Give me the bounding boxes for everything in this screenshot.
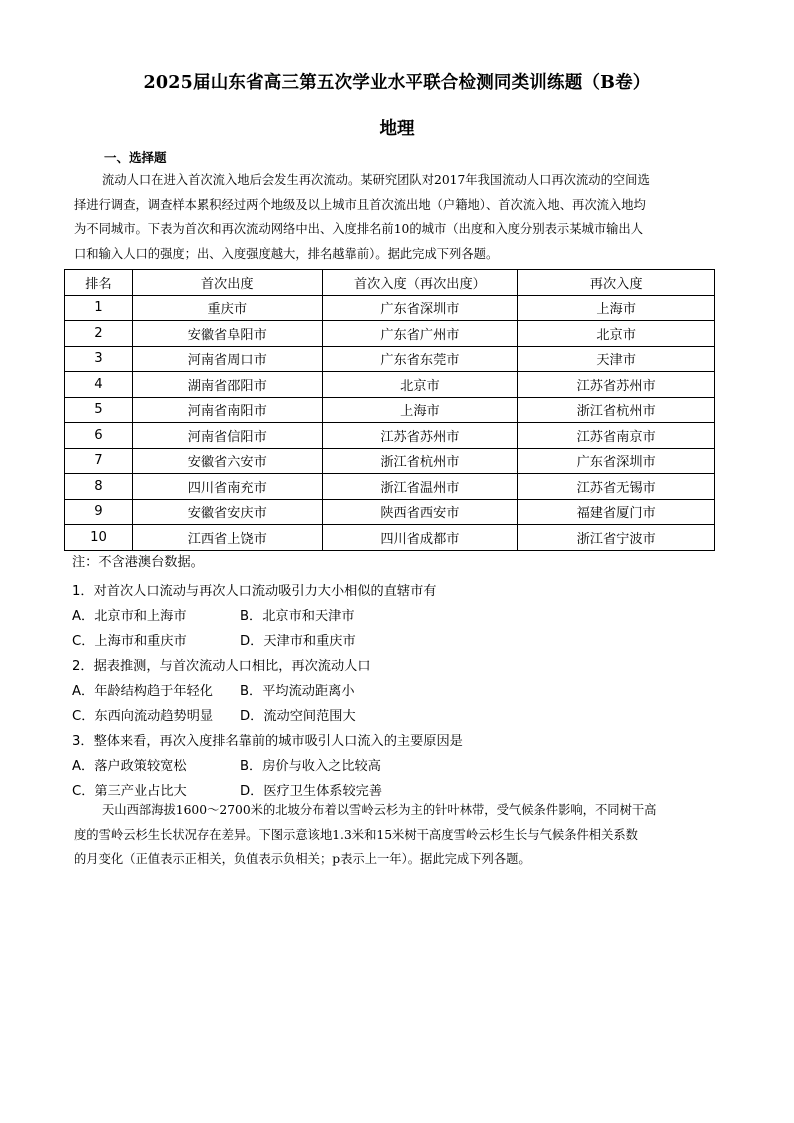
cell-first-out: 安徽省六安市: [132, 448, 322, 474]
cell-second-in: 浙江省宁波市: [518, 525, 715, 551]
question-2-options-row-1: [72, 680, 355, 699]
option-d[interactable]: D．天津市和重庆市: [240, 634, 356, 649]
cell-first-out: 安徽省安庆市: [132, 499, 322, 525]
cell-rank: 9: [65, 499, 133, 525]
passage-line: 度的雪岭云杉生长状况存在差异。下图示意该地1.3米和15米树干高度雪岭云杉生长与气候条件相关系数: [74, 827, 638, 842]
table-header-row: [65, 270, 715, 296]
cell-first-in: 陕西省西安市: [322, 499, 518, 525]
cell-second-in: 浙江省杭州市: [518, 397, 715, 423]
table-note: 注：不含港澳台数据。: [72, 555, 204, 570]
option-b[interactable]: B．北京市和天津市: [240, 609, 355, 624]
table-row: [65, 423, 715, 449]
cell-rank: 5: [65, 397, 133, 423]
header-first-in: 首次入度（再次出度）: [322, 270, 518, 296]
cell-first-in: 浙江省杭州市: [322, 448, 518, 474]
passage-line: 为不同城市。下表为首次和再次流动网络中出、入度排名前10的城市（出度和入度分别表示某城市输出人: [74, 222, 644, 236]
cell-first-in: 广东省深圳市: [322, 295, 518, 321]
cell-first-in: 浙江省温州市: [322, 474, 518, 500]
cell-second-in: 广东省深圳市: [518, 448, 715, 474]
option-a[interactable]: A．年龄结构趋于年轻化: [72, 684, 213, 699]
city-ranking-table: [64, 269, 715, 551]
cell-first-out: 四川省南充市: [132, 474, 322, 500]
cell-rank: 6: [65, 423, 133, 449]
cell-first-out: 江西省上饶市: [132, 525, 322, 551]
cell-rank: 3: [65, 346, 133, 372]
option-a[interactable]: A．落户政策较宽松: [72, 759, 187, 774]
table-row: [65, 448, 715, 474]
table-row: [65, 499, 715, 525]
cell-first-in: 上海市: [322, 397, 518, 423]
cell-first-out: 安徽省阜阳市: [132, 321, 322, 347]
cell-first-in: 江苏省苏州市: [322, 423, 518, 449]
table-row: [65, 372, 715, 398]
passage-line: 天山西部海拔1600～2700米的北坡分布着以雪岭云杉为主的针叶林带，受气候条件影响，不同树干高: [102, 803, 657, 817]
option-a[interactable]: A．北京市和上海市: [72, 609, 187, 624]
cell-rank: 8: [65, 474, 133, 500]
table-row: [65, 525, 715, 551]
cell-first-out: 河南省南阳市: [132, 397, 322, 423]
cell-first-in: 广东省广州市: [322, 321, 518, 347]
table-row: [65, 397, 715, 423]
table-row: [65, 321, 715, 347]
option-c[interactable]: C．第三产业占比大: [72, 784, 187, 799]
question-2-stem: 2．据表推测，与首次流动人口相比，再次流动人口: [72, 659, 371, 674]
header-rank: 排名: [65, 270, 133, 296]
cell-second-in: 福建省厦门市: [518, 499, 715, 525]
subject-title: 地理: [379, 119, 415, 139]
option-b[interactable]: B．房价与收入之比较高: [240, 759, 381, 774]
passage-1: [74, 168, 722, 266]
option-b[interactable]: B．平均流动距离小: [240, 684, 355, 699]
option-d[interactable]: D．医疗卫生体系较完善: [240, 784, 383, 799]
question-1-stem: 1．对首次人口流动与再次人口流动吸引力大小相似的直辖市有: [72, 584, 437, 599]
cell-first-in: 北京市: [322, 372, 518, 398]
question-2-options-row-2: [72, 705, 356, 724]
exam-title: 2025届山东省高三第五次学业水平联合检测同类训练题（B卷）: [143, 73, 651, 93]
table-row: [65, 346, 715, 372]
cell-first-in: 广东省东莞市: [322, 346, 518, 372]
passage-line: 口和输入人口的强度；出、入度强度越大，排名越靠前）。据此完成下列各题。: [74, 246, 499, 261]
cell-first-out: 湖南省邵阳市: [132, 372, 322, 398]
cell-first-in: 四川省成都市: [322, 525, 518, 551]
passage-line: 的月变化（正值表示正相关，负值表示负相关；p表示上一年）。据此完成下列各题。: [74, 852, 531, 866]
cell-second-in: 上海市: [518, 295, 715, 321]
passage-2: [74, 798, 722, 872]
section-heading: 一、选择题: [104, 150, 167, 165]
cell-second-in: 江苏省无锡市: [518, 474, 715, 500]
cell-rank: 4: [65, 372, 133, 398]
cell-second-in: 江苏省南京市: [518, 423, 715, 449]
cell-first-out: 河南省周口市: [132, 346, 322, 372]
header-first-out: 首次出度: [132, 270, 322, 296]
cell-rank: 10: [65, 525, 133, 551]
question-3-options-row-1: [72, 755, 381, 774]
cell-second-in: 天津市: [518, 346, 715, 372]
option-d[interactable]: D．流动空间范围大: [240, 709, 356, 724]
option-c[interactable]: C．上海市和重庆市: [72, 634, 187, 649]
cell-rank: 1: [65, 295, 133, 321]
table-row: [65, 295, 715, 321]
passage-line: 流动人口在进入首次流入地后会发生再次流动。某研究团队对2017年我国流动人口再次流动的空间选: [102, 173, 650, 187]
cell-first-out: 河南省信阳市: [132, 423, 322, 449]
table-row: [65, 474, 715, 500]
cell-second-in: 江苏省苏州市: [518, 372, 715, 398]
question-1-options-row-1: [72, 605, 355, 624]
passage-line: 择进行调查，调查样本累积经过两个地级及以上城市且首次流出地（户籍地）、首次流入地、再次流入地均: [74, 197, 646, 212]
question-1-options-row-2: [72, 630, 356, 649]
cell-rank: 2: [65, 321, 133, 347]
header-second-in: 再次入度: [518, 270, 715, 296]
option-c[interactable]: C．东西向流动趋势明显: [72, 709, 214, 724]
cell-first-out: 重庆市: [132, 295, 322, 321]
question-3-stem: 3．整体来看，再次入度排名靠前的城市吸引人口流入的主要原因是: [72, 734, 463, 749]
cell-rank: 7: [65, 448, 133, 474]
cell-second-in: 北京市: [518, 321, 715, 347]
question-3-options-row-2: [72, 780, 383, 799]
